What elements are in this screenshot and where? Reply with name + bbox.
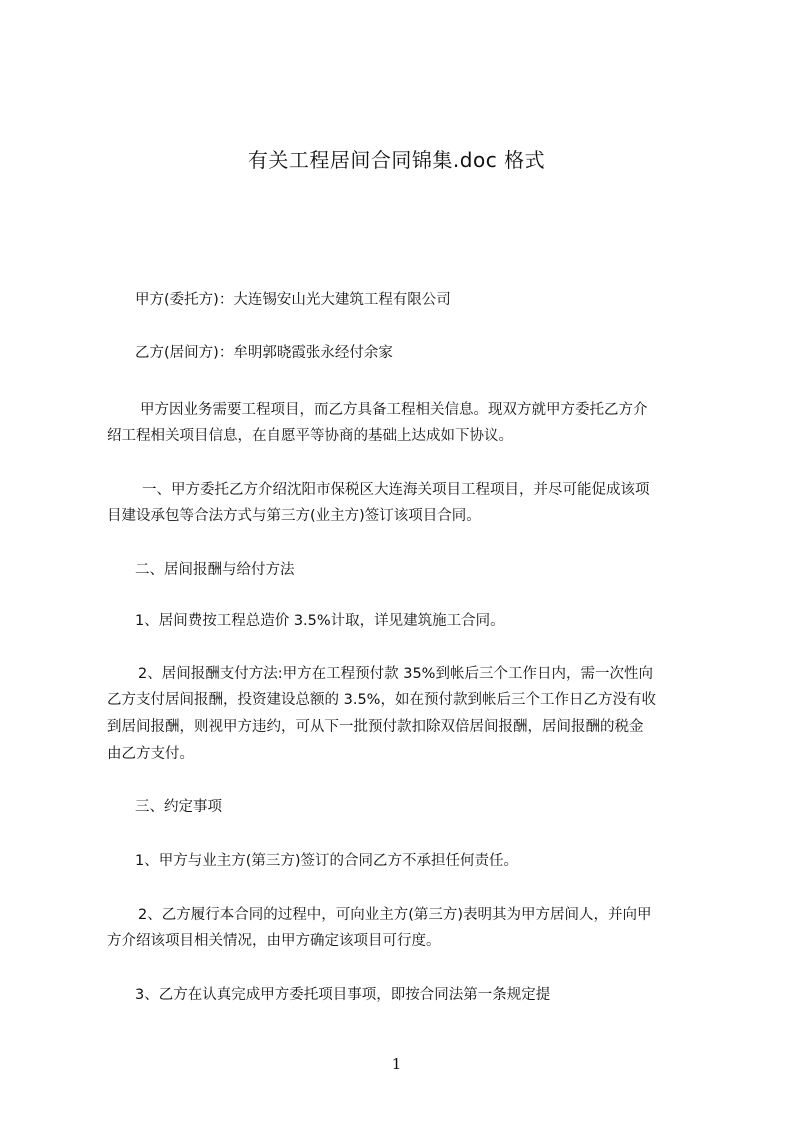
document-title: 有关工程居间合同锦集.doc 格式	[247, 148, 546, 172]
item-2-2-line-1: 2、居间报酬支付方法:甲方在工程预付款 35%到帐后三个工作日内，需一次性向	[138, 666, 653, 682]
page-number: 1	[391, 1055, 402, 1073]
preamble-line-2: 绍工程相关项目信息，在自愿平等协商的基础上达成如下协议。	[107, 428, 513, 444]
clause-1-line-2: 目建设承包等合法方式与第三方(业主方)签订该项目合同。	[107, 508, 481, 524]
section-2-heading: 二、居间报酬与给付方法	[135, 562, 295, 578]
item-2-2-line-4: 由乙方支付。	[107, 746, 194, 762]
preamble-line-1: 甲方因业务需要工程项目，而乙方具备工程相关信息。现双方就甲方委托乙方介	[140, 402, 648, 418]
item-2-1-line: 1、居间费按工程总造价 3.5%计取，详见建筑施工合同。	[135, 613, 505, 629]
item-3-3-line: 3、乙方在认真完成甲方委托项目事项，即按合同法第一条规定提	[135, 987, 551, 1003]
item-3-2-line-1: 2、乙方履行本合同的过程中，可向业主方(第三方)表明其为甲方居间人，并向甲	[138, 907, 652, 923]
section-3-heading: 三、约定事项	[135, 799, 222, 815]
party-b-line: 乙方(居间方)：牟明郭晓霞张永经付余家	[135, 345, 393, 361]
item-3-1-line: 1、甲方与业主方(第三方)签订的合同乙方不承担任何责任。	[135, 853, 519, 869]
clause-1-line-1: 一、甲方委托乙方介绍沈阳市保税区大连海关项目工程项目，并尽可能促成该项	[142, 482, 650, 498]
item-2-2-line-3: 到居间报酬，则视甲方违约，可从下一批预付款扣除双倍居间报酬，居间报酬的税金	[107, 719, 644, 735]
party-a-line: 甲方(委托方)：大连锡安山光大建筑工程有限公司	[135, 292, 451, 308]
item-3-2-line-2: 方介绍该项目相关情况，由甲方确定该项目可行度。	[107, 933, 441, 949]
item-2-2-line-2: 乙方支付居间报酬，投资建设总额的 3.5%，如在预付款到帐后三个工作日乙方没有收	[107, 692, 656, 708]
